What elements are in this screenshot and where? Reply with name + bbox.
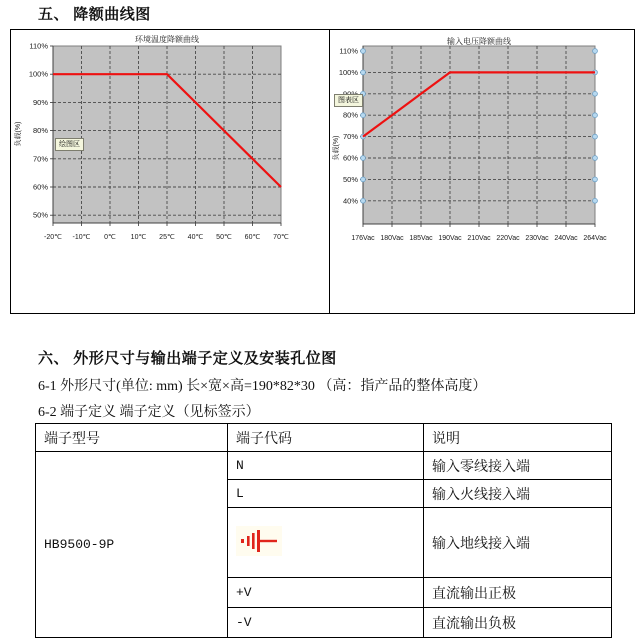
- edge-marker: [361, 113, 366, 118]
- svg-text:230Vac: 230Vac: [525, 235, 549, 242]
- edge-marker: [361, 49, 366, 54]
- svg-text:90%: 90%: [32, 97, 48, 107]
- edge-marker: [593, 134, 598, 139]
- table-row: [36, 452, 612, 480]
- terminal-model-cell: HB9500-9P: [36, 452, 228, 638]
- svg-text:80%: 80%: [342, 110, 358, 120]
- dimensions-line: 6-1 外形尺寸(单位: mm) 长×宽×高=190*82*30 （高：指产品的整体高度）: [38, 379, 487, 394]
- temperature-derating-chart: [11, 30, 329, 313]
- terminal-desc-plus-v: 直流输出正极: [424, 578, 612, 608]
- edge-marker: [593, 198, 598, 203]
- svg-text:0℃: 0℃: [104, 234, 116, 241]
- svg-text:50%: 50%: [342, 174, 358, 184]
- svg-text:110%: 110%: [29, 41, 48, 51]
- terminal-code-ground: [228, 508, 424, 578]
- svg-text:100%: 100%: [338, 67, 358, 77]
- svg-text:220Vac: 220Vac: [496, 235, 520, 242]
- svg-text:100%: 100%: [28, 69, 48, 79]
- svg-text:80%: 80%: [32, 126, 48, 136]
- chart-title: 环境温度降额曲线: [135, 35, 199, 44]
- svg-text:110%: 110%: [339, 46, 358, 56]
- svg-text:60℃: 60℃: [244, 234, 261, 241]
- svg-text:70%: 70%: [342, 132, 358, 142]
- svg-text:50℃: 50℃: [216, 234, 232, 241]
- chart-title: 输入电压降额曲线: [447, 37, 511, 46]
- voltage-derating-chart: [330, 30, 634, 313]
- svg-text:176Vac: 176Vac: [351, 235, 375, 242]
- svg-text:-10℃: -10℃: [72, 234, 91, 241]
- terminal-desc-n: 输入零线接入端: [424, 452, 612, 480]
- edge-marker: [361, 177, 366, 182]
- ground-icon: [236, 526, 282, 560]
- svg-text:50%: 50%: [32, 210, 48, 220]
- svg-text:185Vac: 185Vac: [409, 235, 433, 242]
- edge-marker: [361, 156, 366, 161]
- plot-area-tooltip: 绘图区: [55, 138, 84, 151]
- svg-text:60%: 60%: [342, 153, 358, 163]
- edge-marker: [593, 177, 598, 182]
- header-terminal-model: 端子型号: [36, 424, 228, 452]
- svg-text:40℃: 40℃: [187, 234, 204, 241]
- table-header-row: [36, 424, 612, 452]
- svg-text:190Vac: 190Vac: [438, 235, 462, 242]
- edge-marker: [361, 70, 366, 75]
- section-5-heading: 五、 降额曲线图: [38, 7, 151, 23]
- y-axis-title: 负载(%): [15, 121, 22, 147]
- svg-text:25℃: 25℃: [159, 234, 175, 241]
- svg-text:-20℃: -20℃: [44, 234, 62, 241]
- svg-text:180Vac: 180Vac: [380, 235, 404, 242]
- svg-text:40%: 40%: [342, 196, 358, 206]
- voltage-derating-chart-cell: [330, 30, 634, 313]
- terminal-desc-l: 输入火线接入端: [424, 480, 612, 508]
- edge-marker: [593, 113, 598, 118]
- svg-text:210Vac: 210Vac: [467, 235, 491, 242]
- edge-marker: [593, 49, 598, 54]
- edge-marker: [593, 156, 598, 161]
- svg-text:10℃: 10℃: [130, 234, 147, 241]
- svg-text:70℃: 70℃: [273, 234, 289, 241]
- header-description: 说明: [424, 424, 612, 452]
- terminal-code-plus-v: +V: [228, 578, 424, 608]
- temperature-derating-chart-cell: [11, 30, 330, 313]
- section-6-heading: 六、 外形尺寸与输出端子定义及安装孔位图: [38, 351, 337, 367]
- terminal-definition-line: 6-2 端子定义 端子定义（见标签示）: [38, 405, 260, 420]
- terminal-code-l: L: [228, 480, 424, 508]
- edge-marker: [361, 198, 366, 203]
- terminal-table: [35, 423, 612, 638]
- chart-area-tooltip: 图表区: [334, 94, 363, 107]
- terminal-code-n: N: [228, 452, 424, 480]
- y-axis-title: 负载(%): [333, 135, 340, 161]
- terminal-desc-minus-v: 直流输出负极: [424, 608, 612, 638]
- svg-text:264Vac: 264Vac: [583, 235, 607, 242]
- edge-marker: [593, 91, 598, 96]
- svg-text:70%: 70%: [32, 154, 48, 164]
- derating-charts-panel: [10, 29, 635, 314]
- header-terminal-code: 端子代码: [228, 424, 424, 452]
- svg-text:240Vac: 240Vac: [554, 235, 578, 242]
- terminal-desc-ground: 输入地线接入端: [424, 508, 612, 578]
- svg-text:60%: 60%: [32, 182, 48, 192]
- terminal-code-minus-v: -V: [228, 608, 424, 638]
